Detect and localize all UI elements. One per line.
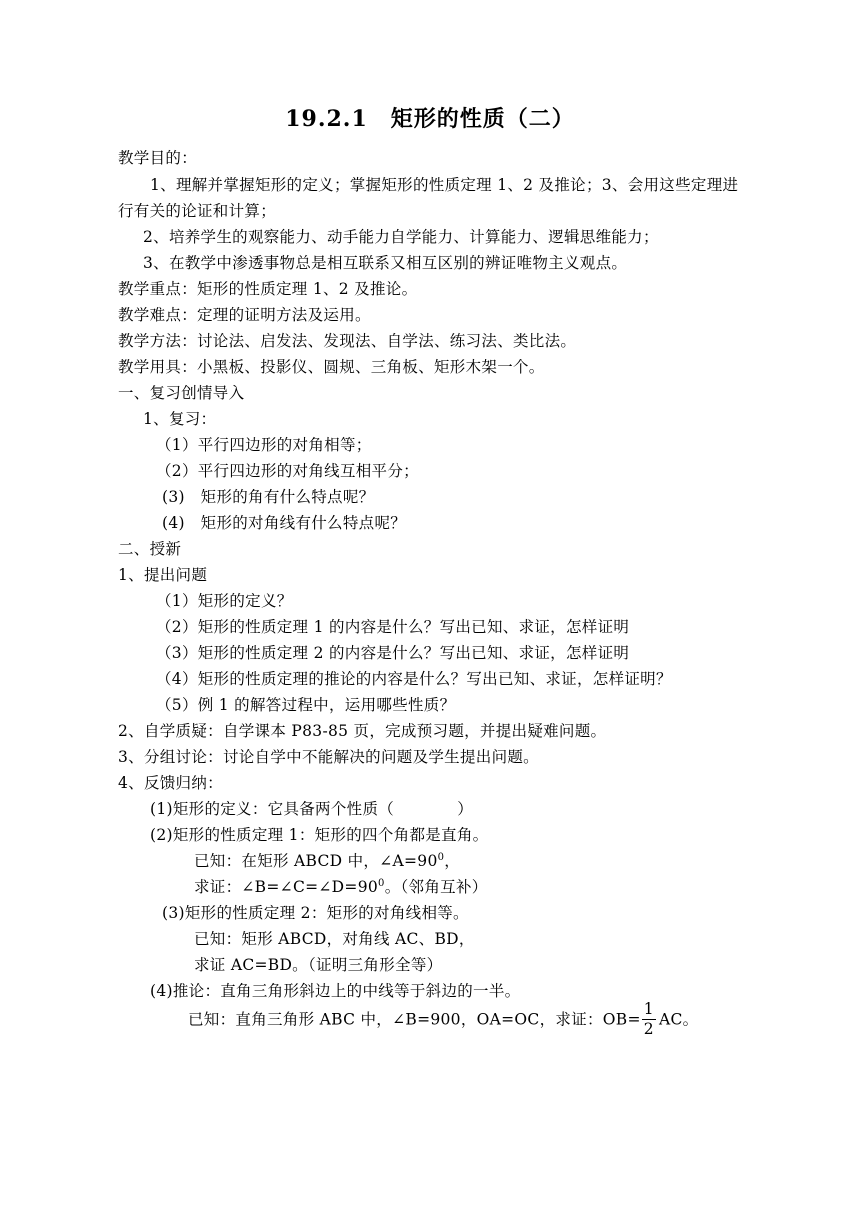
section-1-heading: 一、复习创情导入 <box>118 384 245 402</box>
question-4: （4）矩形的性质定理的推论的内容是什么？写出已知、求证，怎样证明？ <box>156 670 672 688</box>
objective-1: 1、理解并掌握矩形的定义；掌握矩形的性质定理 1、2 及推论；3、会用这些定理进 <box>150 176 739 194</box>
objective-2: 2、培养学生的观察能力、动手能力自学能力、计算能力、逻辑思维能力； <box>143 228 659 246</box>
feedback-item-4: (4)推论：直角三角形斜边上的中线等于斜边的一半。 <box>150 982 521 1000</box>
group-discussion: 3、分组讨论：讨论自学中不能解决的问题及学生提出问题。 <box>118 748 539 766</box>
question-5: （5）例 1 的解答过程中，运用哪些性质？ <box>156 696 456 714</box>
given-statement-1: 已知：在矩形 ABCD 中，$\angle A=90^0$， <box>194 852 461 870</box>
methods: 教学方法：讨论法、启发法、发现法、自学法、练习法、类比法。 <box>118 332 577 350</box>
fraction-one-half: $\frac{1}{2}$ <box>643 1000 654 1038</box>
feedback-item-2: (2)矩形的性质定理 1：矩形的四个角都是直角。 <box>150 826 489 844</box>
review-item-2: （2）平行四边形的对角线互相平分； <box>156 462 419 480</box>
page-title: 19.2.1 矩形的性质（二） <box>285 106 575 132</box>
review-item-3: (3) 矩形的角有什么特点呢？ <box>162 488 375 506</box>
given-statement-2: 已知：矩形 ABCD，对角线 AC、BD， <box>194 930 475 948</box>
section-2-heading: 二、授新 <box>118 540 182 558</box>
review-item-4: (4) 矩形的对角线有什么特点呢？ <box>162 514 407 532</box>
feedback-item-3: (3)矩形的性质定理 2：矩形的对角线相等。 <box>162 904 469 922</box>
question-3: （3）矩形的性质定理 2 的内容是什么？写出已知、求证，怎样证明 <box>156 644 630 662</box>
objective-1-cont: 行有关的论证和计算； <box>118 202 277 220</box>
questions-heading: 1、提出问题 <box>118 566 208 584</box>
objective-3: 3、在教学中渗透事物总是相互联系又相互区别的辨证唯物主义观点。 <box>143 254 628 272</box>
feedback-item-1: (1)矩形的定义：它具备两个性质（ ） <box>150 800 474 818</box>
question-1: （1）矩形的定义？ <box>156 592 293 610</box>
review-item-1: （1）平行四边形的对角相等； <box>156 436 372 454</box>
key-points: 教学重点：矩形的性质定理 1、2 及推论。 <box>118 280 418 298</box>
review-heading: 1、复习： <box>143 410 217 428</box>
feedback-heading: 4、反馈归纳： <box>118 774 223 792</box>
question-2: （2）矩形的性质定理 1 的内容是什么？写出已知、求证，怎样证明 <box>156 618 630 636</box>
tools: 教学用具：小黑板、投影仪、圆规、三角板、矩形木架一个。 <box>118 358 545 376</box>
prove-statement-2: 求证 AC=BD。（证明三角形全等） <box>194 956 443 974</box>
self-study: 2、自学质疑：自学课本 P83-85 页，完成预习题，并提出疑难问题。 <box>118 722 607 740</box>
difficulties: 教学难点：定理的证明方法及运用。 <box>118 306 371 324</box>
objectives-heading: 教学目的： <box>118 149 198 167</box>
corollary-statement: 已知：直角三角形 ABC 中，∠B=900，OA=OC，求证：OB= $\frac{1}{2}$ AC。 <box>188 1000 699 1038</box>
prove-statement-1: 求证：$\angle B=\angle C=\angle D=90^0$。（邻角互补） <box>194 878 488 896</box>
